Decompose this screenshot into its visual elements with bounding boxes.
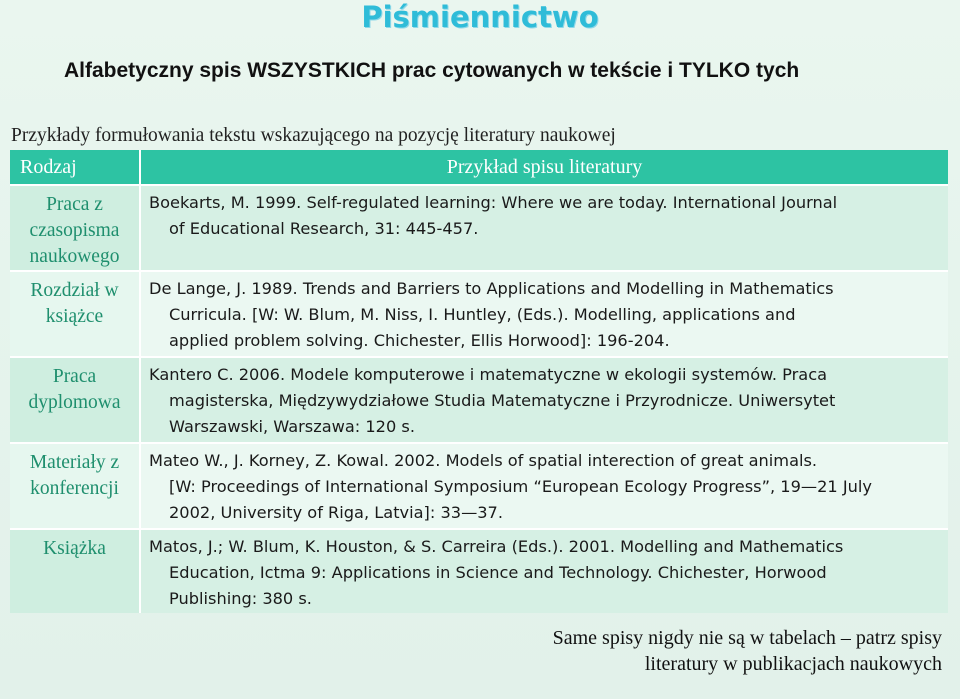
table-caption: Przykłady formułowania tekstu wskazującego na pozycję literatury naukowej bbox=[11, 125, 616, 146]
reference-line: Boekarts, M. 1999. Self-regulated learning: Where we are today. International Journal bbox=[149, 193, 838, 212]
row-kind-conference: Materiały z konferencji bbox=[10, 443, 140, 529]
reference-line: Warszawski, Warszawa: 120 s. bbox=[169, 417, 416, 436]
table-row bbox=[10, 357, 948, 443]
reference-line: Matos, J.; W. Blum, K. Houston, & S. Carreira (Eds.). 2001. Modelling and Mathematics bbox=[149, 537, 844, 556]
row-kind-book: Książka bbox=[10, 529, 140, 613]
reference-entry bbox=[149, 190, 936, 242]
table-row bbox=[10, 443, 948, 529]
row-kind-journal: Praca z czasopisma naukowego bbox=[10, 185, 140, 271]
reference-line: 2002, University of Riga, Latvia]: 33—37. bbox=[169, 503, 503, 522]
reference-line: Mateo W., J. Korney, Z. Kowal. 2002. Models of spatial interection of great animals. bbox=[149, 451, 818, 470]
table-row bbox=[10, 529, 948, 613]
footnote bbox=[422, 625, 942, 677]
row-kind-thesis: Praca dyplomowa bbox=[10, 357, 140, 443]
reference-line: Publishing: 380 s. bbox=[169, 589, 312, 608]
row-example-conference bbox=[140, 443, 948, 529]
table-header-row bbox=[10, 150, 948, 185]
reference-line: magisterska, Międzywydziałowe Studia Matematyczne i Przyrodnicze. Uniwersytet bbox=[169, 391, 836, 410]
reference-line: Kantero C. 2006. Modele komputerowe i matematyczne w ekologii systemów. Praca bbox=[149, 365, 828, 384]
reference-line: of Educational Research, 31: 445-457. bbox=[169, 219, 479, 238]
row-kind-chapter: Rozdział w książce bbox=[10, 271, 140, 357]
reference-entry bbox=[149, 276, 936, 354]
reference-line: De Lange, J. 1989. Trends and Barriers to Applications and Modelling in Mathematics bbox=[149, 279, 834, 298]
page-subtitle: Alfabetyczny spis WSZYSTKICH prac cytowanych w tekście i TYLKO tych bbox=[64, 59, 800, 82]
reference-entry bbox=[149, 534, 936, 612]
header-example: Przykład spisu literatury bbox=[140, 150, 948, 185]
table-row bbox=[10, 271, 948, 357]
references-table bbox=[10, 150, 948, 613]
row-example-thesis bbox=[140, 357, 948, 443]
reference-entry bbox=[149, 362, 936, 440]
page-title: Piśmiennictwo bbox=[361, 0, 599, 34]
reference-entry bbox=[149, 448, 936, 526]
row-example-chapter bbox=[140, 271, 948, 357]
reference-line: Curricula. [W: W. Blum, M. Niss, I. Huntley, (Eds.). Modelling, applications and bbox=[169, 305, 796, 324]
reference-line: applied problem solving. Chichester, Ellis Horwood]: 196-204. bbox=[169, 331, 670, 350]
reference-line: Education, Ictma 9: Applications in Science and Technology. Chichester, Horwood bbox=[169, 563, 827, 582]
reference-line: [W: Proceedings of International Symposium “European Ecology Progress”, 19—21 July bbox=[169, 477, 872, 496]
table-row bbox=[10, 185, 948, 271]
row-example-book bbox=[140, 529, 948, 613]
row-example-journal bbox=[140, 185, 948, 271]
footnote-line: literatury w publikacjach naukowych bbox=[644, 653, 942, 675]
header-kind: Rodzaj bbox=[10, 150, 140, 185]
footnote-line: Same spisy nigdy nie są w tabelach – patrz spisy bbox=[552, 627, 942, 649]
